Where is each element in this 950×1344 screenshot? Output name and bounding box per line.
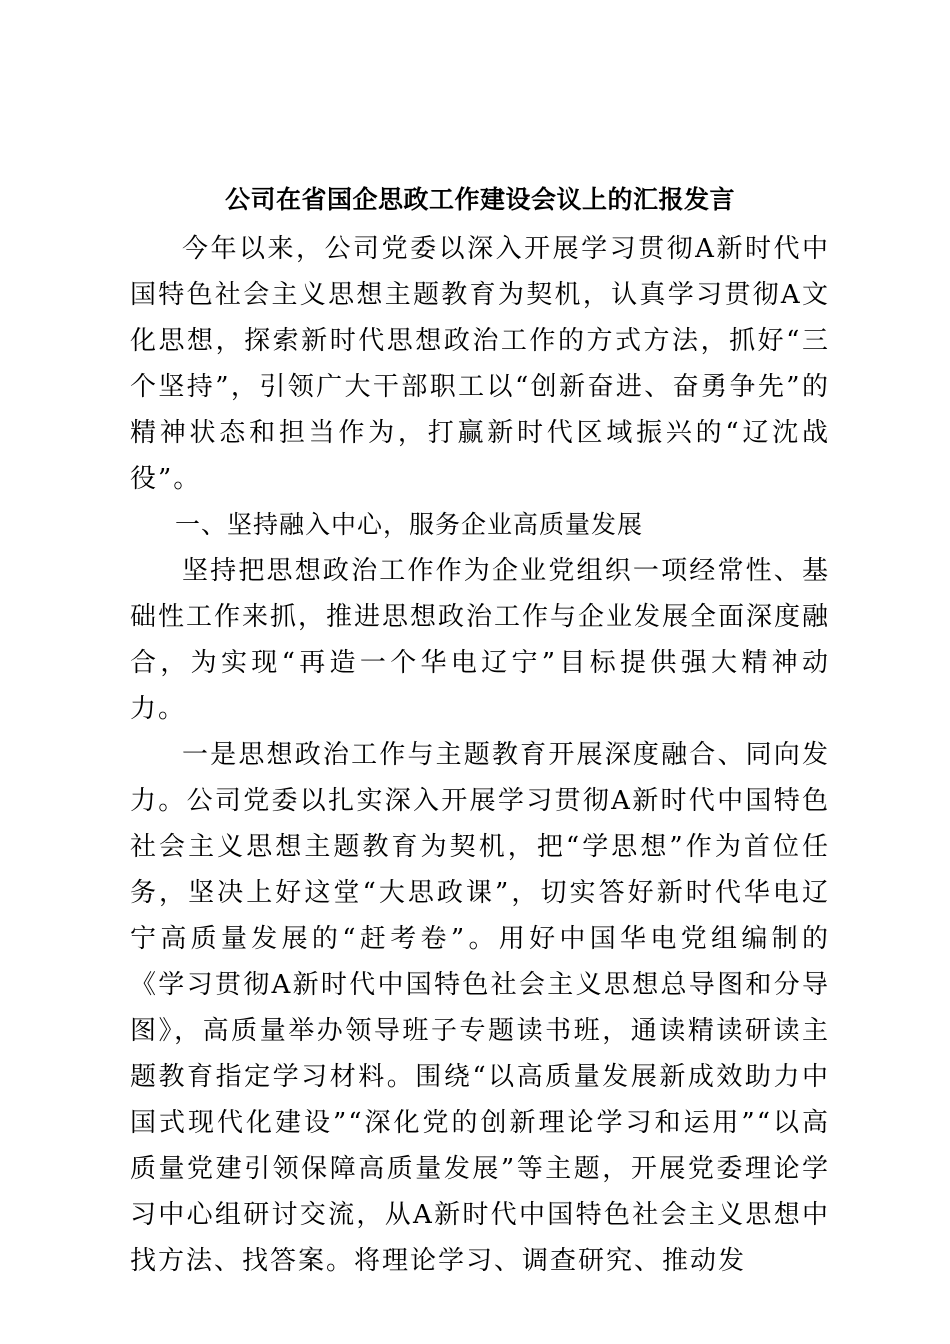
point-1-paragraph: 一是思想政治工作与主题教育开展深度融合、同向发力。公司党委以扎实深入开展学习贯彻A新时代中国特色社会主义思想主题教育为契机，把“学思想”作为首位任务，坚决上好这堂“大思政课”，切实答好新时代华电辽宁高质量发展的“赶考卷”。用好中国华电党组编制的《学习贯彻A新时代中国特色社会主义思想总导图和分导图》，高质量举办领导班子专题读书班，通读精读研读主题教育指定学习材料。围绕“以高质量发展新成效助力中国式现代化建设”“深化党的创新理论学习和运用”“以高质量党建引领保障高质量发展”等主题，开展党委理论学习中心组研讨交流，从A新时代中国特色社会主义思想中找方法、找答案。将理论学习、调查研究、推动发 xyxy=(130,740,830,1276)
document-page xyxy=(130,0,830,1344)
section-1-paragraph: 坚持把思想政治工作作为企业党组织一项经常性、基础性工作来抓，推进思想政治工作与企业发展全面深度融合，为实现“再造一个华电辽宁”目标提供强大精神动力。 xyxy=(130,556,831,724)
document-body xyxy=(130,226,830,1284)
section-heading-1: 一、坚持融入中心，服务企业高质量发展 xyxy=(175,510,644,539)
intro-paragraph: 今年以来，公司党委以深入开展学习贯彻A新时代中国特色社会主义思想主题教育为契机，认真学习贯彻A文化思想，探索新时代思想政治工作的方式方法，抓好“三个坚持”，引领广大干部职工以“创新奋进、奋勇争先”的精神状态和担当作为，打赢新时代区域振兴的“辽沈战役”。 xyxy=(130,234,830,494)
document-title: 公司在省国企思政工作建设会议上的汇报发言 xyxy=(224,185,735,214)
